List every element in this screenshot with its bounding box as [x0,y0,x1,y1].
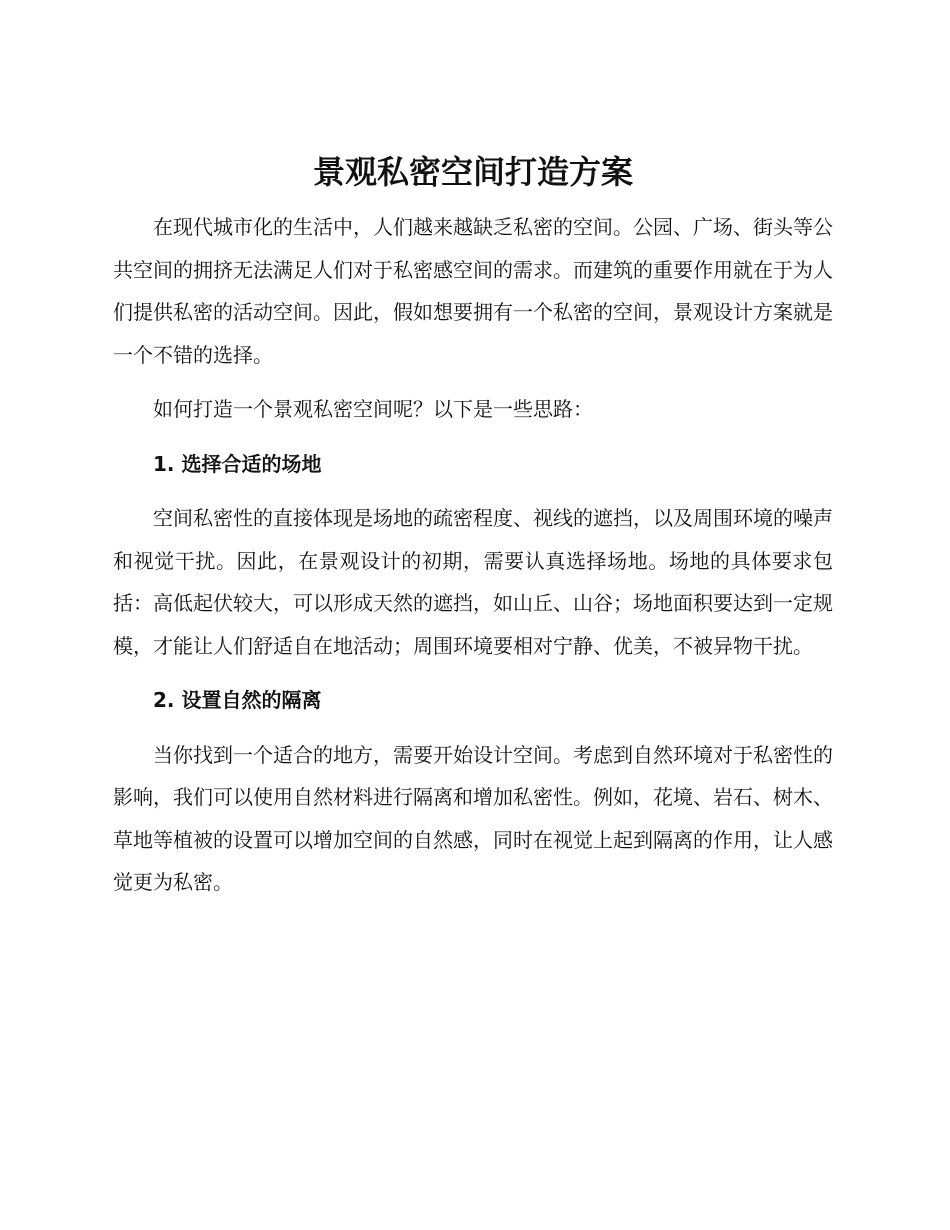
document-body [113,150,833,916]
question-paragraph: 如何打造一个景观私密空间呢？以下是一些思路： [153,397,593,421]
document-title: 景观私密空间打造方案 [312,153,633,191]
section-heading-natural-isolation: 2. 设置自然的隔离 [153,688,322,712]
section-paragraph-site-selection: 空间私密性的直接体现是场地的疏密程度、视线的遮挡，以及周围环境的噪声和视觉干扰。因此，在景观设计的初期，需要认真选择场地。场地的具体要求包括：高低起伏较大，可以形成天然的遮挡，如山丘、山谷；场地面积要达到一定规模，才能让人们舒适自在地活动；周围环境要相对宁静、优美，不被异物干扰。 [113,506,833,658]
section-heading-site-selection: 1. 选择合适的场地 [153,451,322,476]
section-paragraph-natural-isolation: 当你找到一个适合的地方，需要开始设计空间。考虑到自然环境对于私密性的影响，我们可以使用自然材料进行隔离和增加私密性。例如，花境、岩石、树木、草地等植被的设置可以增加空间的自然感，同时在视觉上起到隔离的作用，让人感觉更为私密。 [113,742,833,894]
intro-paragraph: 在现代城市化的生活中，人们越来越缺乏私密的空间。公园、广场、街头等公共空间的拥挤无法满足人们对于私密感空间的需求。而建筑的重要作用就在于为人们提供私密的活动空间。因此，假如想要拥有一个私密的空间，景观设计方案就是一个不错的选择。 [113,215,833,367]
